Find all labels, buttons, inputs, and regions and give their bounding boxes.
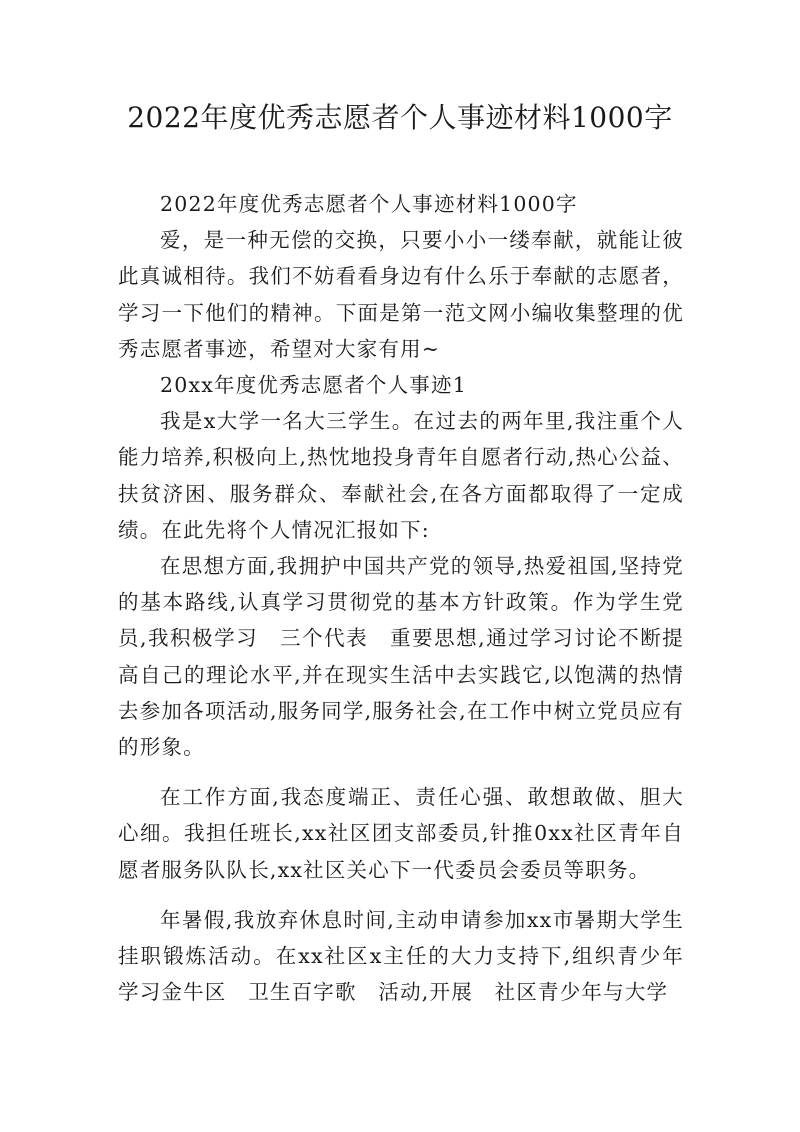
- paragraph-work: 在工作方面,我态度端正、责任心强、敢想敢做、胆大心细。我担任班长,xx社区团支部委员,针推0xx社区青年自愿者服务队队长,xx社区关心下一代委员会委员等职务。: [118, 785, 684, 882]
- paragraph-ideology: 在思想方面,我拥护中国共产党的领导,热爱祖国,坚持党的基本路线,认真学习贯彻党的基本方针政策。作为学生党员,我积极学习 三个代表 重要思想,通过学习讨论不断提高自己的理论水平,并在现实生活中去实践它,以饱满的热情去参加各项活动,服务同学,服务社会,在工作中树立党员应有的形象。: [118, 554, 684, 760]
- document-title: 2022年度优秀志愿者个人事迹材料1000字: [127, 101, 673, 134]
- paragraph-summer: 年暑假,我放弃休息时间,主动申请参加xx市暑期大学生挂职锻炼活动。在xx社区x主任的大力支持下,组织青少年学习金牛区 卫生百字歌 活动,开展 社区青少年与大学: [118, 907, 684, 1005]
- paragraph-self-introduction: 我是x大学一名大三学生。在过去的两年里,我注重个人能力培养,积极向上,热忱地投身青年自愿者行动,热心公益、扶贫济困、服务群众、奉献社会,在各方面都取得了一定成绩。在此先将个人情况汇报如下:: [118, 409, 684, 542]
- document-body: [118, 186, 684, 1010]
- paragraph-intro: 爱，是一种无偿的交换，只要小小一缕奉献，就能让彼此真诚相待。我们不妨看看身边有什么乐于奉献的志愿者，学习一下他们的精神。下面是第一范文网小编收集整理的优秀志愿者事迹，希望对大家有用~: [118, 228, 684, 361]
- paragraph-repeat-title: 2022年度优秀志愿者个人事迹材料1000字: [160, 192, 578, 216]
- paragraph-section-heading: 20xx年度优秀志愿者个人事迹1: [160, 373, 467, 398]
